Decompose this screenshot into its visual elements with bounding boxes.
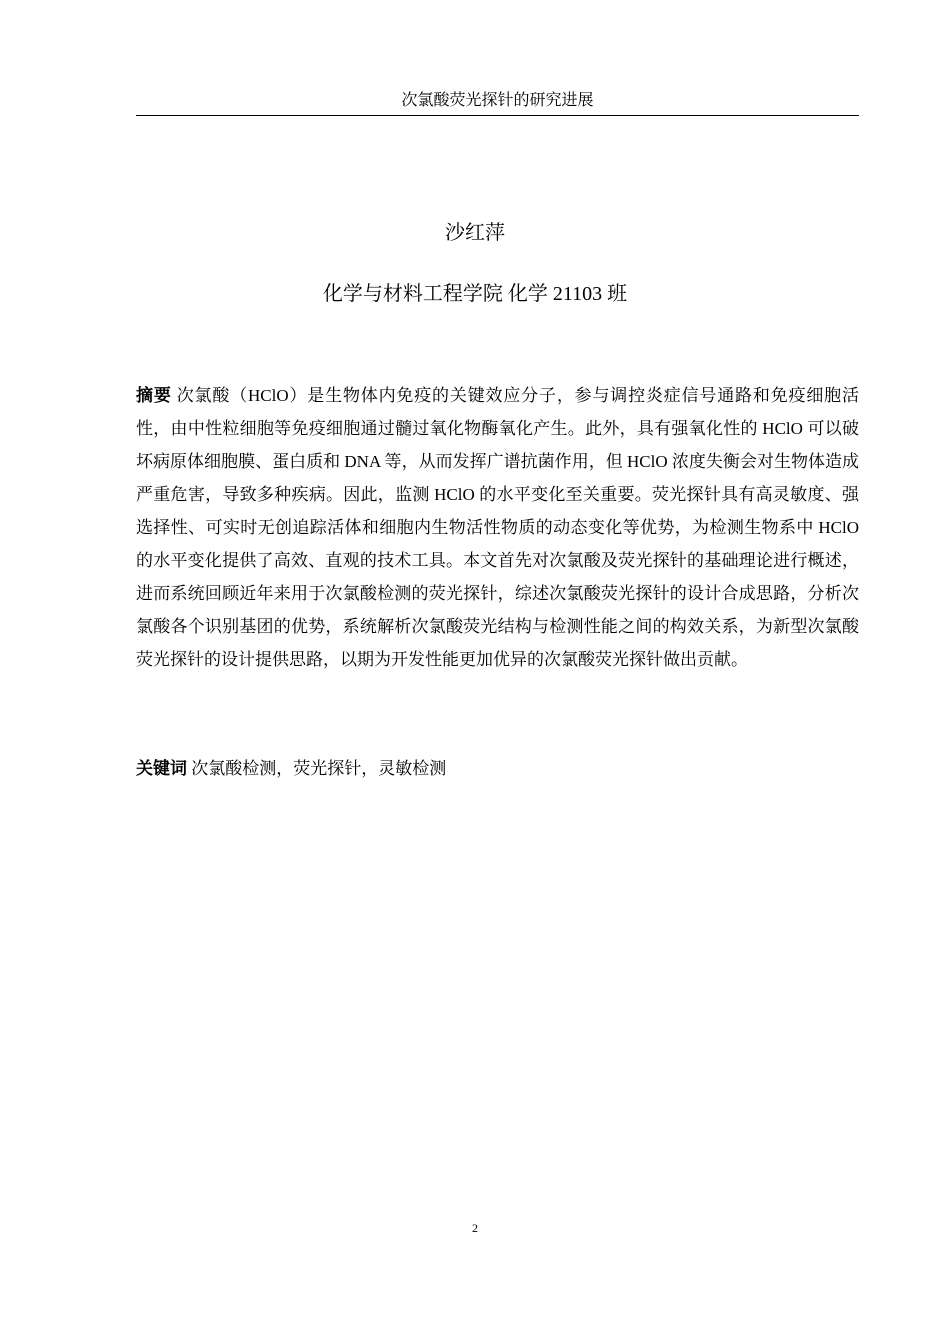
abstract-paragraph xyxy=(136,379,859,676)
abstract-text: 次氯酸（HClO）是生物体内免疫的关键效应分子，参与调控炎症信号通路和免疫细胞活性，由中性粒细胞等免疫细胞通过髓过氧化物酶氧化产生。此外，具有强氧化性的 HClO 可以破坏病原体细胞膜、蛋白质和 DNA 等，从而发挥广谱抗菌作用，但 HClO 浓度失衡会对生物体造成严重危害，导致多种疾病。因此，监测 HClO 的水平变化至关重要。荧光探针具有高灵敏度、强选择性、可实时无创追踪活体和细胞内生物活性物质的动态变化等优势，为检测生物系中 HClO 的水平变化提供了高效、直观的技术工具。本文首先对次氯酸及荧光探针的基础理论进行概述，进而系统回顾近年来用于次氯酸检测的荧光探针，综述次氯酸荧光探针的设计合成思路，分析次氯酸各个识别基团的优势，系统解析次氯酸荧光结构与检测性能之间的构效关系，为新型次氯酸荧光探针的设计提供思路，以期为开发性能更加优异的次氯酸荧光探针做出贡献。 xyxy=(136,386,860,669)
author-name: 沙红萍 xyxy=(445,222,505,244)
keywords-label: 关键词 xyxy=(136,759,187,778)
running-title: 次氯酸荧光探针的研究进展 xyxy=(401,92,594,109)
running-header xyxy=(136,90,859,116)
author-affiliation: 化学与材料工程学院 化学 21103 班 xyxy=(322,283,628,305)
abstract-label: 摘要 xyxy=(136,386,172,405)
keywords-text: 次氯酸检测，荧光探针，灵敏检测 xyxy=(191,759,447,778)
page-number: 2 xyxy=(472,1221,478,1235)
keywords-paragraph xyxy=(136,752,859,785)
